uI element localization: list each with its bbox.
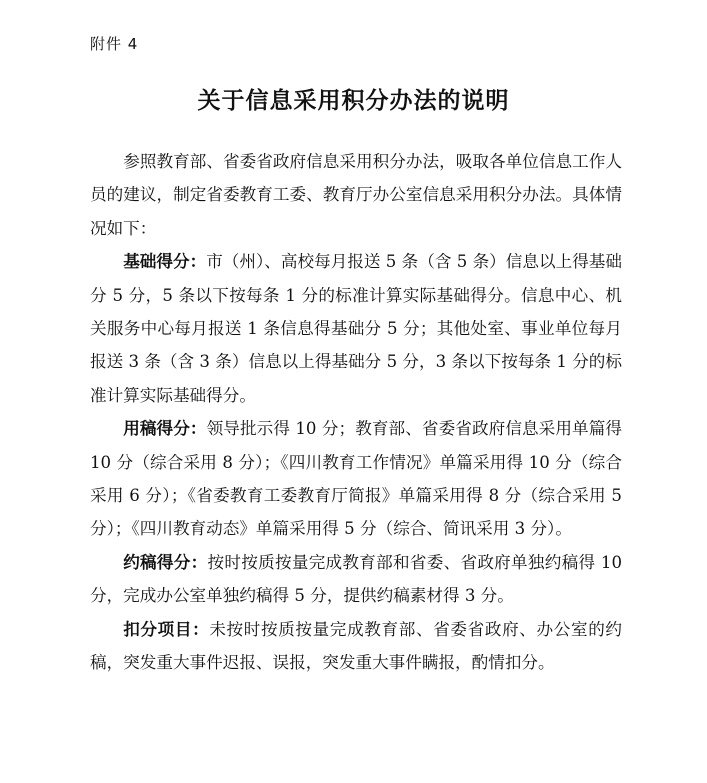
document-title: 关于信息采用积分办法的说明 <box>197 87 510 114</box>
section-adoption-score <box>90 412 622 546</box>
section-text: 市（州）、高校每月报送 5 条（含 5 条）信息以上得基础分 5 分，5 条以下按每条 1 分的标准计算实际基础得分。信息中心、机关服务中心每月报送 1 条信息得基础分 5 分；其他处室、事业单位每月报送 3 条（含 3 条）信息以上得基础分 5 分，3 条以下按每条 1 分的标准计算实际基础得分。 <box>90 252 622 405</box>
section-text: 未按时按质按量完成教育部、省委省政府、办公室的约稿，突发重大事件迟报、误报，突发重大事件瞒报，酌情扣分。 <box>90 619 623 673</box>
section-heading: 用稿得分： <box>123 418 207 439</box>
section-text: 领导批示得 10 分；教育部、省委省政府信息采用单篇得 10 分（综合采用 8 分）；《四川教育工作情况》单篇采用得 10 分（综合采用 6 分）；《省委教育工委教育厅简报》单篇采用得 8 分（综合采用 5 分）；《四川教育动态》单篇采用得 5 分（综合、简讯采用 3 分）。 <box>90 419 622 539</box>
document-body <box>90 145 622 680</box>
section-deductions <box>90 613 622 680</box>
section-heading: 基础得分： <box>123 251 207 272</box>
section-heading: 扣分项目： <box>123 618 210 639</box>
section-commission-score <box>90 546 622 613</box>
section-basic-score <box>90 245 622 412</box>
intro-paragraph: 参照教育部、省委省政府信息采用积分办法，吸取各单位信息工作人员的建议，制定省委教育工委、教育厅办公室信息采用积分办法。具体情况如下： <box>90 152 622 238</box>
attachment-label: 附件 4 <box>90 35 139 53</box>
section-text: 按时按质按量完成教育部和省委、省政府单独约稿得 10 分，完成办公室单独约稿得 5 分，提供约稿素材得 3 分。 <box>90 552 623 606</box>
section-heading: 约稿得分： <box>123 551 208 572</box>
